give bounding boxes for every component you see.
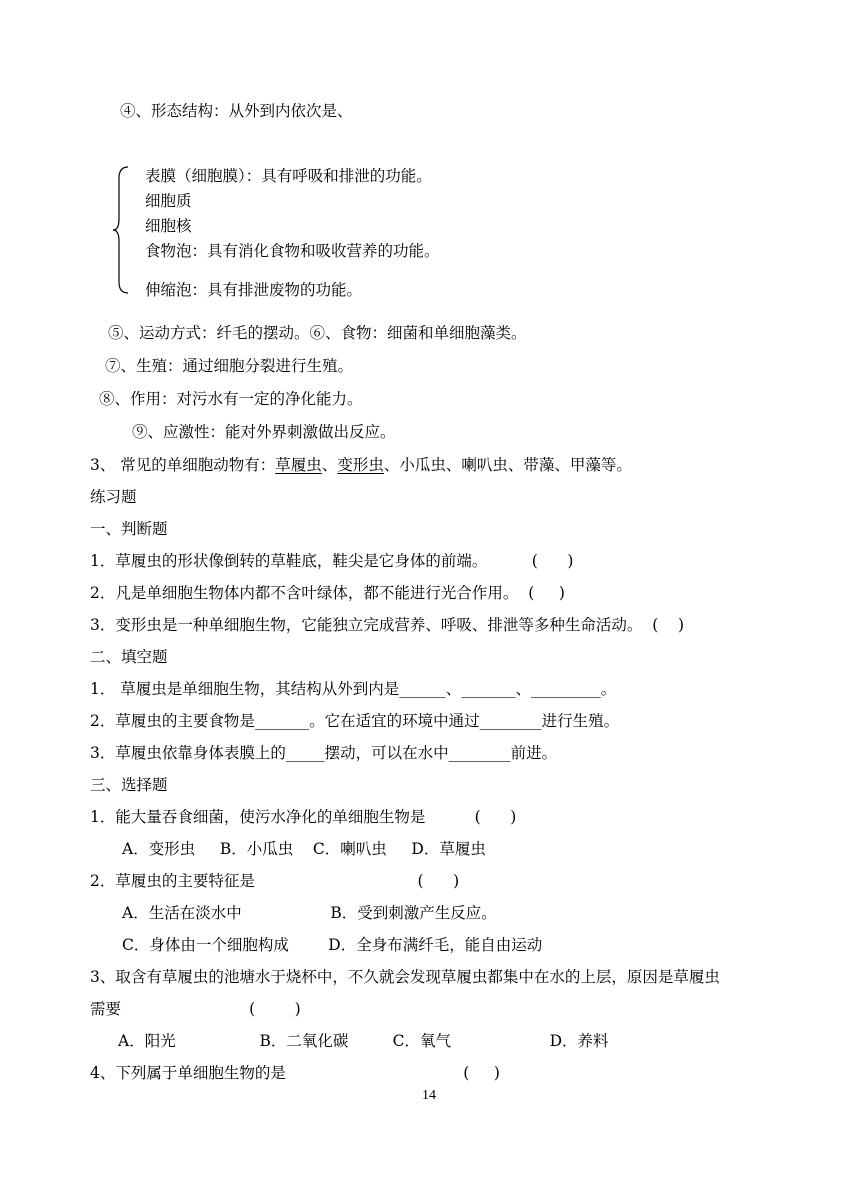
morphology-heading: ④、形态结构：从外到内依次是、 bbox=[120, 102, 353, 120]
judge-question-1: 1．草履虫的形状像倒转的草鞋底，鞋尖是它身体的前端。 ( ) bbox=[90, 552, 574, 570]
amoeba-term: 变形虫 bbox=[337, 456, 384, 474]
paramecium-term: 草履虫 bbox=[275, 456, 322, 474]
structure-item-nucleus: 细胞核 bbox=[145, 217, 192, 235]
choice-question-1-options: A．变形虫 B．小瓜虫 C．喇叭虫 D．草履虫 bbox=[122, 840, 486, 858]
judge-heading: 一、判断题 bbox=[90, 520, 168, 538]
structure-item-cytoplasm: 细胞质 bbox=[145, 192, 192, 210]
effect-line: ⑧、作用：对污水有一定的净化能力。 bbox=[99, 390, 363, 408]
movement-food-line: ⑤、运动方式：纤毛的摆动。⑥、食物：细菌和单细胞藻类。 bbox=[108, 324, 527, 342]
common-organisms-line bbox=[90, 455, 632, 475]
irritability-line: ⑨、应激性：能对外界刺激做出反应。 bbox=[132, 423, 396, 441]
choice-question-3-options: A．阳光 B．二氧化碳 C．氧气 D．养料 bbox=[118, 1032, 609, 1050]
choice-question-3-line-1: 3、取含有草履虫的池塘水于烧杯中，不久就会发现草履虫都集中在水的上层，原因是草履虫 bbox=[90, 968, 720, 986]
structure-item-contractile-vacuole: 伸缩泡：具有排泄废物的功能。 bbox=[145, 281, 363, 299]
page-number: 14 bbox=[422, 1088, 436, 1103]
choice-heading: 三、选择题 bbox=[90, 776, 168, 794]
choice-question-1: 1．能大量吞食细菌，使污水净化的单细胞生物是 ( ) bbox=[90, 808, 517, 826]
exercises-title: 练习题 bbox=[90, 488, 137, 506]
choice-question-2-options-a: A．生活在淡水中 B．受到刺激产生反应。 bbox=[122, 904, 497, 922]
choice-question-4: 4、下列属于单细胞生物的是 ( ) bbox=[90, 1064, 500, 1082]
choice-question-3-line-2: 需要 ( ) bbox=[90, 1000, 301, 1018]
common-rest: 、小瓜虫、喇叭虫、带藻、甲藻等。 bbox=[383, 456, 632, 474]
choice-question-2: 2．草履虫的主要特征是 ( ) bbox=[90, 872, 460, 890]
judge-question-2: 2．凡是单细胞生物体内都不含叶绿体，都不能进行光合作用。 ( ) bbox=[90, 584, 565, 602]
fill-heading: 二、填空题 bbox=[90, 648, 168, 666]
common-prefix: 3、 常见的单细胞动物有： bbox=[90, 456, 276, 474]
fill-question-2: 2．草履虫的主要食物是_______。它在适宜的环境中通过________进行生殖。 bbox=[90, 712, 620, 730]
left-brace-icon bbox=[112, 165, 132, 295]
fill-question-3: 3．草履虫依靠身体表膜上的_____摆动，可以在水中________前进。 bbox=[90, 744, 558, 762]
structure-item-food-vacuole: 食物泡：具有消化食物和吸收营养的功能。 bbox=[145, 242, 440, 260]
reproduction-line: ⑦、生殖：通过细胞分裂进行生殖。 bbox=[105, 357, 354, 375]
fill-question-1: 1． 草履虫是单细胞生物，其结构从外到内是______、_______、_________。 bbox=[90, 680, 617, 698]
structure-item-membrane: 表膜（细胞膜）：具有呼吸和排泄的功能。 bbox=[145, 167, 432, 185]
choice-question-2-options-b: C．身体由一个细胞构成 D．全身布满纤毛，能自由运动 bbox=[122, 936, 543, 954]
common-separator: 、 bbox=[321, 456, 338, 474]
judge-question-3: 3．变形虫是一种单细胞生物，它能独立完成营养、呼吸、排泄等多种生命活动。 ( ) bbox=[90, 616, 685, 634]
